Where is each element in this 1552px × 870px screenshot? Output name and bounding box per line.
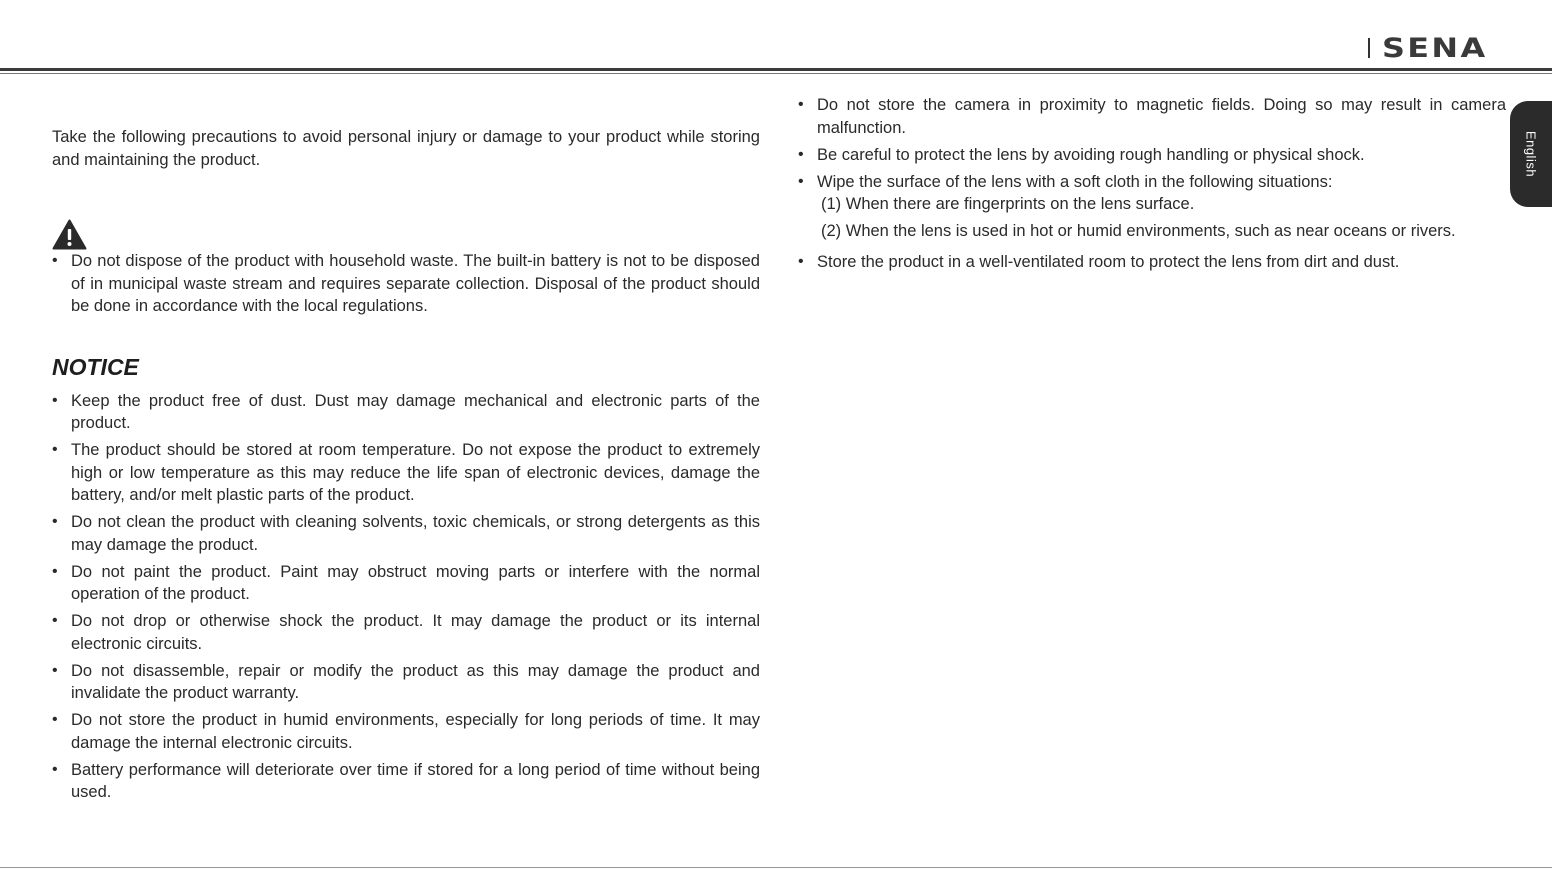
sub-item: (2) When the lens is used in hot or humid environments, such as near oceans or rivers. — [821, 222, 1456, 240]
list-item: • The product should be stored at room temperature. Do not expose the product to extremely high or low temperature as this may reduce the life span of electronic devices, damage the battery, and/or melt plastic parts of the product. — [52, 439, 760, 507]
list-item: • Battery performance will deteriorate over time if stored for a long period of time without being used. — [52, 759, 760, 804]
list-item: • Do not paint the product. Paint may obstruct moving parts or interfere with the normal operation of the product. — [52, 561, 760, 606]
warning-triangle-icon — [52, 219, 87, 250]
list-item: • Keep the product free of dust. Dust may damage mechanical and electronic parts of the product. — [52, 390, 760, 435]
list-item: • Do not store the camera in proximity to magnetic fields. Doing so may result in camera malfunction. — [798, 94, 1506, 139]
sub-item: (1) When there are fingerprints on the lens surface. — [821, 195, 1195, 213]
footer-rule — [0, 867, 1552, 868]
list-item: • Do not drop or otherwise shock the product. It may damage the product or its internal electronic circuits. — [52, 610, 760, 655]
right-column — [798, 94, 1506, 278]
warning-list — [52, 250, 760, 318]
header-rule-thin — [0, 73, 1552, 74]
list-item: • Store the product in a well-ventilated room to protect the lens from dirt and dust. — [798, 251, 1506, 274]
language-tab[interactable] — [1510, 101, 1552, 207]
list-item: • Do not disassemble, repair or modify the product as this may damage the product and invalidate the product warranty. — [52, 660, 760, 705]
intro-paragraph: Take the following precautions to avoid personal injury or damage to your product while storing and maintaining the product. — [52, 128, 760, 169]
list-item: • Do not store the product in humid environments, especially for long periods of time. It may damage the internal electronic circuits. — [52, 709, 760, 754]
list-item — [798, 171, 1506, 243]
left-column — [52, 126, 760, 808]
sena-logo: SENA — [1382, 33, 1488, 64]
list-item-text: Wipe the surface of the lens with a soft cloth in the following situations: — [817, 172, 1333, 191]
header-rule — [0, 68, 1552, 71]
notice-heading: NOTICE — [52, 353, 139, 380]
language-tab-label: English — [1523, 130, 1539, 178]
list-item: • Do not dispose of the product with household waste. The built-in battery is not to be disposed of in municipal waste stream and requires separate collection. Disposal of the product should be done in accordance with the local regulations. — [52, 250, 760, 318]
logo-divider — [1368, 38, 1370, 58]
list-item: • Be careful to protect the lens by avoiding rough handling or physical shock. — [798, 144, 1506, 167]
care-list — [798, 94, 1506, 273]
list-item: • Do not clean the product with cleaning solvents, toxic chemicals, or strong detergents as this may damage the product. — [52, 511, 760, 556]
notice-list — [52, 390, 760, 804]
